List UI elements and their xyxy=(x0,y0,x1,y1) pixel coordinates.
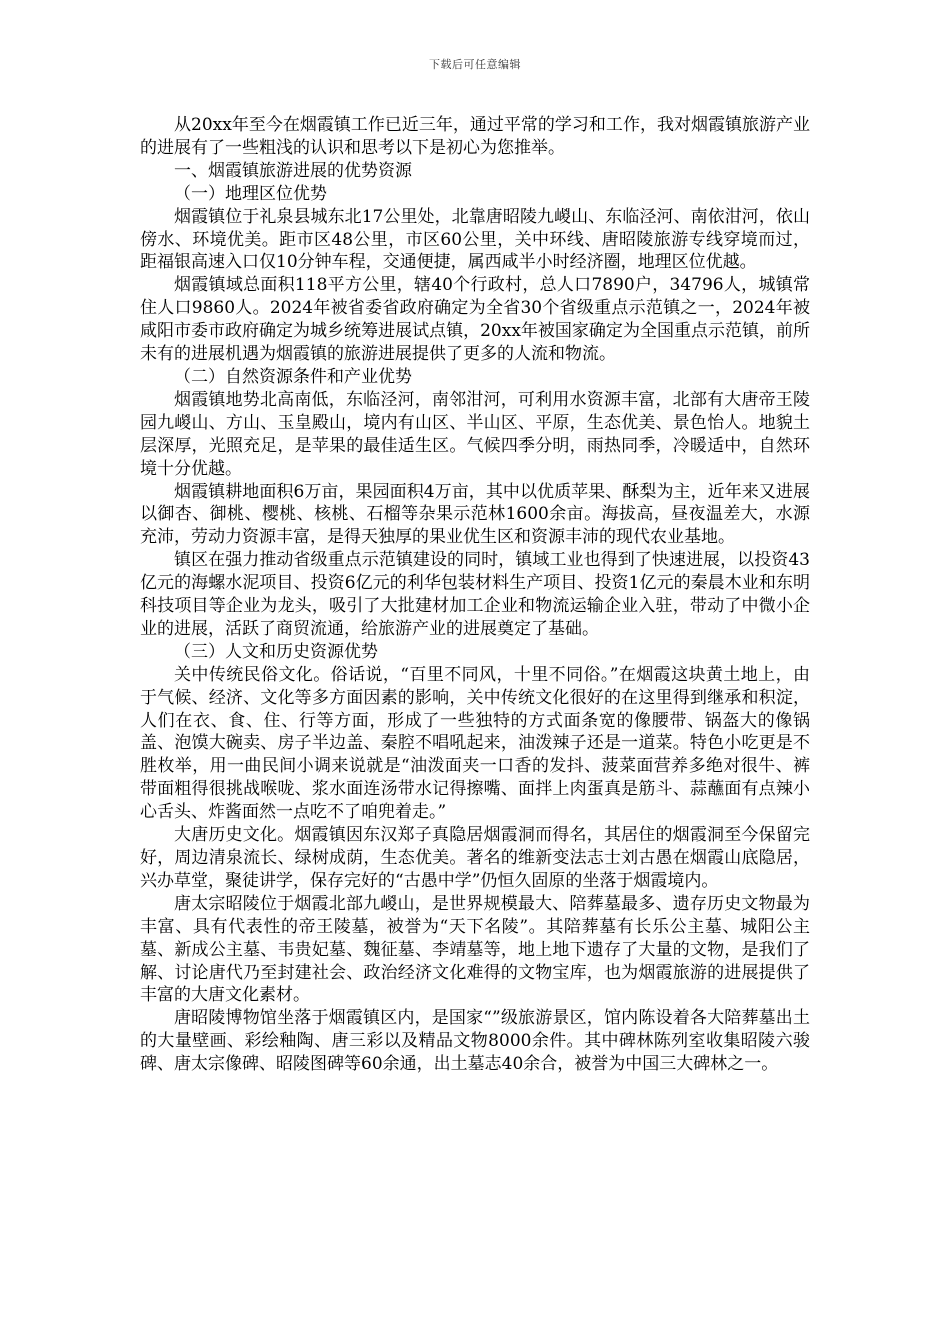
body-paragraph: 烟霞镇域总面积118平方公里，辖40个行政村，总人口7890户，34796人，城镇常住人口9860人。2024年被省委省政府确定为全省30个省级重点示范镇之一，2024年被咸阳市委市政府确定为城乡统筹进展试点镇，20xx年被国家确定为全国重点示范镇，前所未有的进展机遇为烟霞镇的旅游进展提供了更多的人流和物流。 xyxy=(140,275,810,365)
subsection-heading-1: （一）地理区位优势 xyxy=(174,183,327,204)
body-paragraph: 镇区在强力推动省级重点示范镇建设的同时，镇域工业也得到了快速进展，以投资43亿元的海螺水泥项目、投资6亿元的利华包装材料生产项目、投资1亿元的秦晨木业和东明科技项目等企业为龙头，吸引了大批建材加工企业和物流运输企业入驻，带动了中微小企业的进展，活跃了商贸流通，给旅游产业的进展奠定了基础。 xyxy=(140,550,810,639)
body-paragraph: 关中传统民俗文化。俗话说，“百里不同风，十里不同俗。”在烟霞这块黄土地上，由于气候、经济、文化等多方面因素的影响，关中传统文化很好的在这里得到继承和积淀，人们在衣、食、住、行等方面，形成了一些独特的方式面条宽的像腰带、锅盔大的像锅盖、泡馍大碗卖、房子半边盖、秦腔不唱吼起来，油泼辣子还是一道菜。特色小吃更是不胜枚举，用一曲民间小调来说就是“油泼面夹一口香的发抖、菠菜面营养多绝对很牛、裤带面粗得很挑战喉咙、浆水面连汤带水记得擦嘴、面拌上肉蛋真是筋斗、蒜蘸面有点辣小心舌头、炸酱面然一点吃不了咱兜着走。” xyxy=(140,664,810,823)
body-paragraph: 大唐历史文化。烟霞镇因东汉郑子真隐居烟霞洞而得名，其居住的烟霞洞至今保留完好，周边清泉流长、绿树成荫，生态优美。著名的维新变法志士刘古愚在烟霞山底隐居，兴办草堂，聚徒讲学，保存完好的“古愚中学”仍恒久固原的坐落于烟霞境内。 xyxy=(140,825,810,891)
subsection-heading-3: （三）人文和历史资源优势 xyxy=(174,641,378,662)
intro-paragraph: 从20xx年至今在烟霞镇工作已近三年，通过平常的学习和工作，我对烟霞镇旅游产业的进展有了一些粗浅的认识和思考以下是初心为您推举。 xyxy=(140,115,810,158)
subsection-heading-2: （二）自然资源条件和产业优势 xyxy=(174,366,412,387)
header-note: 下载后可任意编辑 xyxy=(429,58,521,71)
body-paragraph: 唐昭陵博物馆坐落于烟霞镇区内，是国家“”级旅游景区，馆内陈设着各大陪葬墓出土的大量壁画、彩绘釉陶、唐三彩以及精品文物8000余件。其中碑林陈列室收集昭陵六骏碑、唐太宗像碑、昭陵图碑等60余通，出土墓志40余合，被誉为中国三大碑林之一。 xyxy=(140,1008,810,1075)
section-heading-1: 一、烟霞镇旅游进展的优势资源 xyxy=(174,160,412,181)
document-body xyxy=(140,114,810,1076)
body-paragraph: 烟霞镇耕地面积6万亩，果园面积4万亩，其中以优质苹果、酥梨为主，近年来又进展以御杏、御桃、樱桃、核桃、石榴等杂果示范林1600余亩。海拔高，昼夜温差大，水源充沛，劳动力资源丰富，是得天独厚的果业优生区和资源丰沛的现代农业基地。 xyxy=(140,481,810,548)
body-paragraph: 烟霞镇位于礼泉县城东北17公里处，北靠唐昭陵九嵕山、东临泾河、南依泔河，依山傍水、环境优美。距市区48公里，市区60公里，关中环线、唐昭陵旅游专线穿境而过，距福银高速入口仅10分钟车程，交通便捷，属西咸半小时经济圈，地理区位优越。 xyxy=(140,206,810,273)
body-paragraph: 唐太宗昭陵位于烟霞北部九嵕山，是世界规模最大、陪葬墓最多、遗存历史文物最为丰富、具有代表性的帝王陵墓，被誉为“天下名陵”。其陪葬墓有长乐公主墓、城阳公主墓、新成公主墓、韦贵妃墓、魏征墓、李靖墓等，地上地下遗存了大量的文物，是我们了解、讨论唐代乃至封建社会、政治经济文化难得的文物宝库，也为烟霞旅游的进展提供了丰富的大唐文化素材。 xyxy=(140,893,810,1006)
body-paragraph: 烟霞镇地势北高南低，东临泾河，南邻泔河，可利用水资源丰富，北部有大唐帝王陵园九嵕山、方山、玉皇殿山，境内有山区、半山区、平原，生态优美、景色怡人。地貌土层深厚，光照充足，是苹果的最佳适生区。气候四季分明，雨热同季，冷暖适中，自然环境十分优越。 xyxy=(140,389,810,479)
